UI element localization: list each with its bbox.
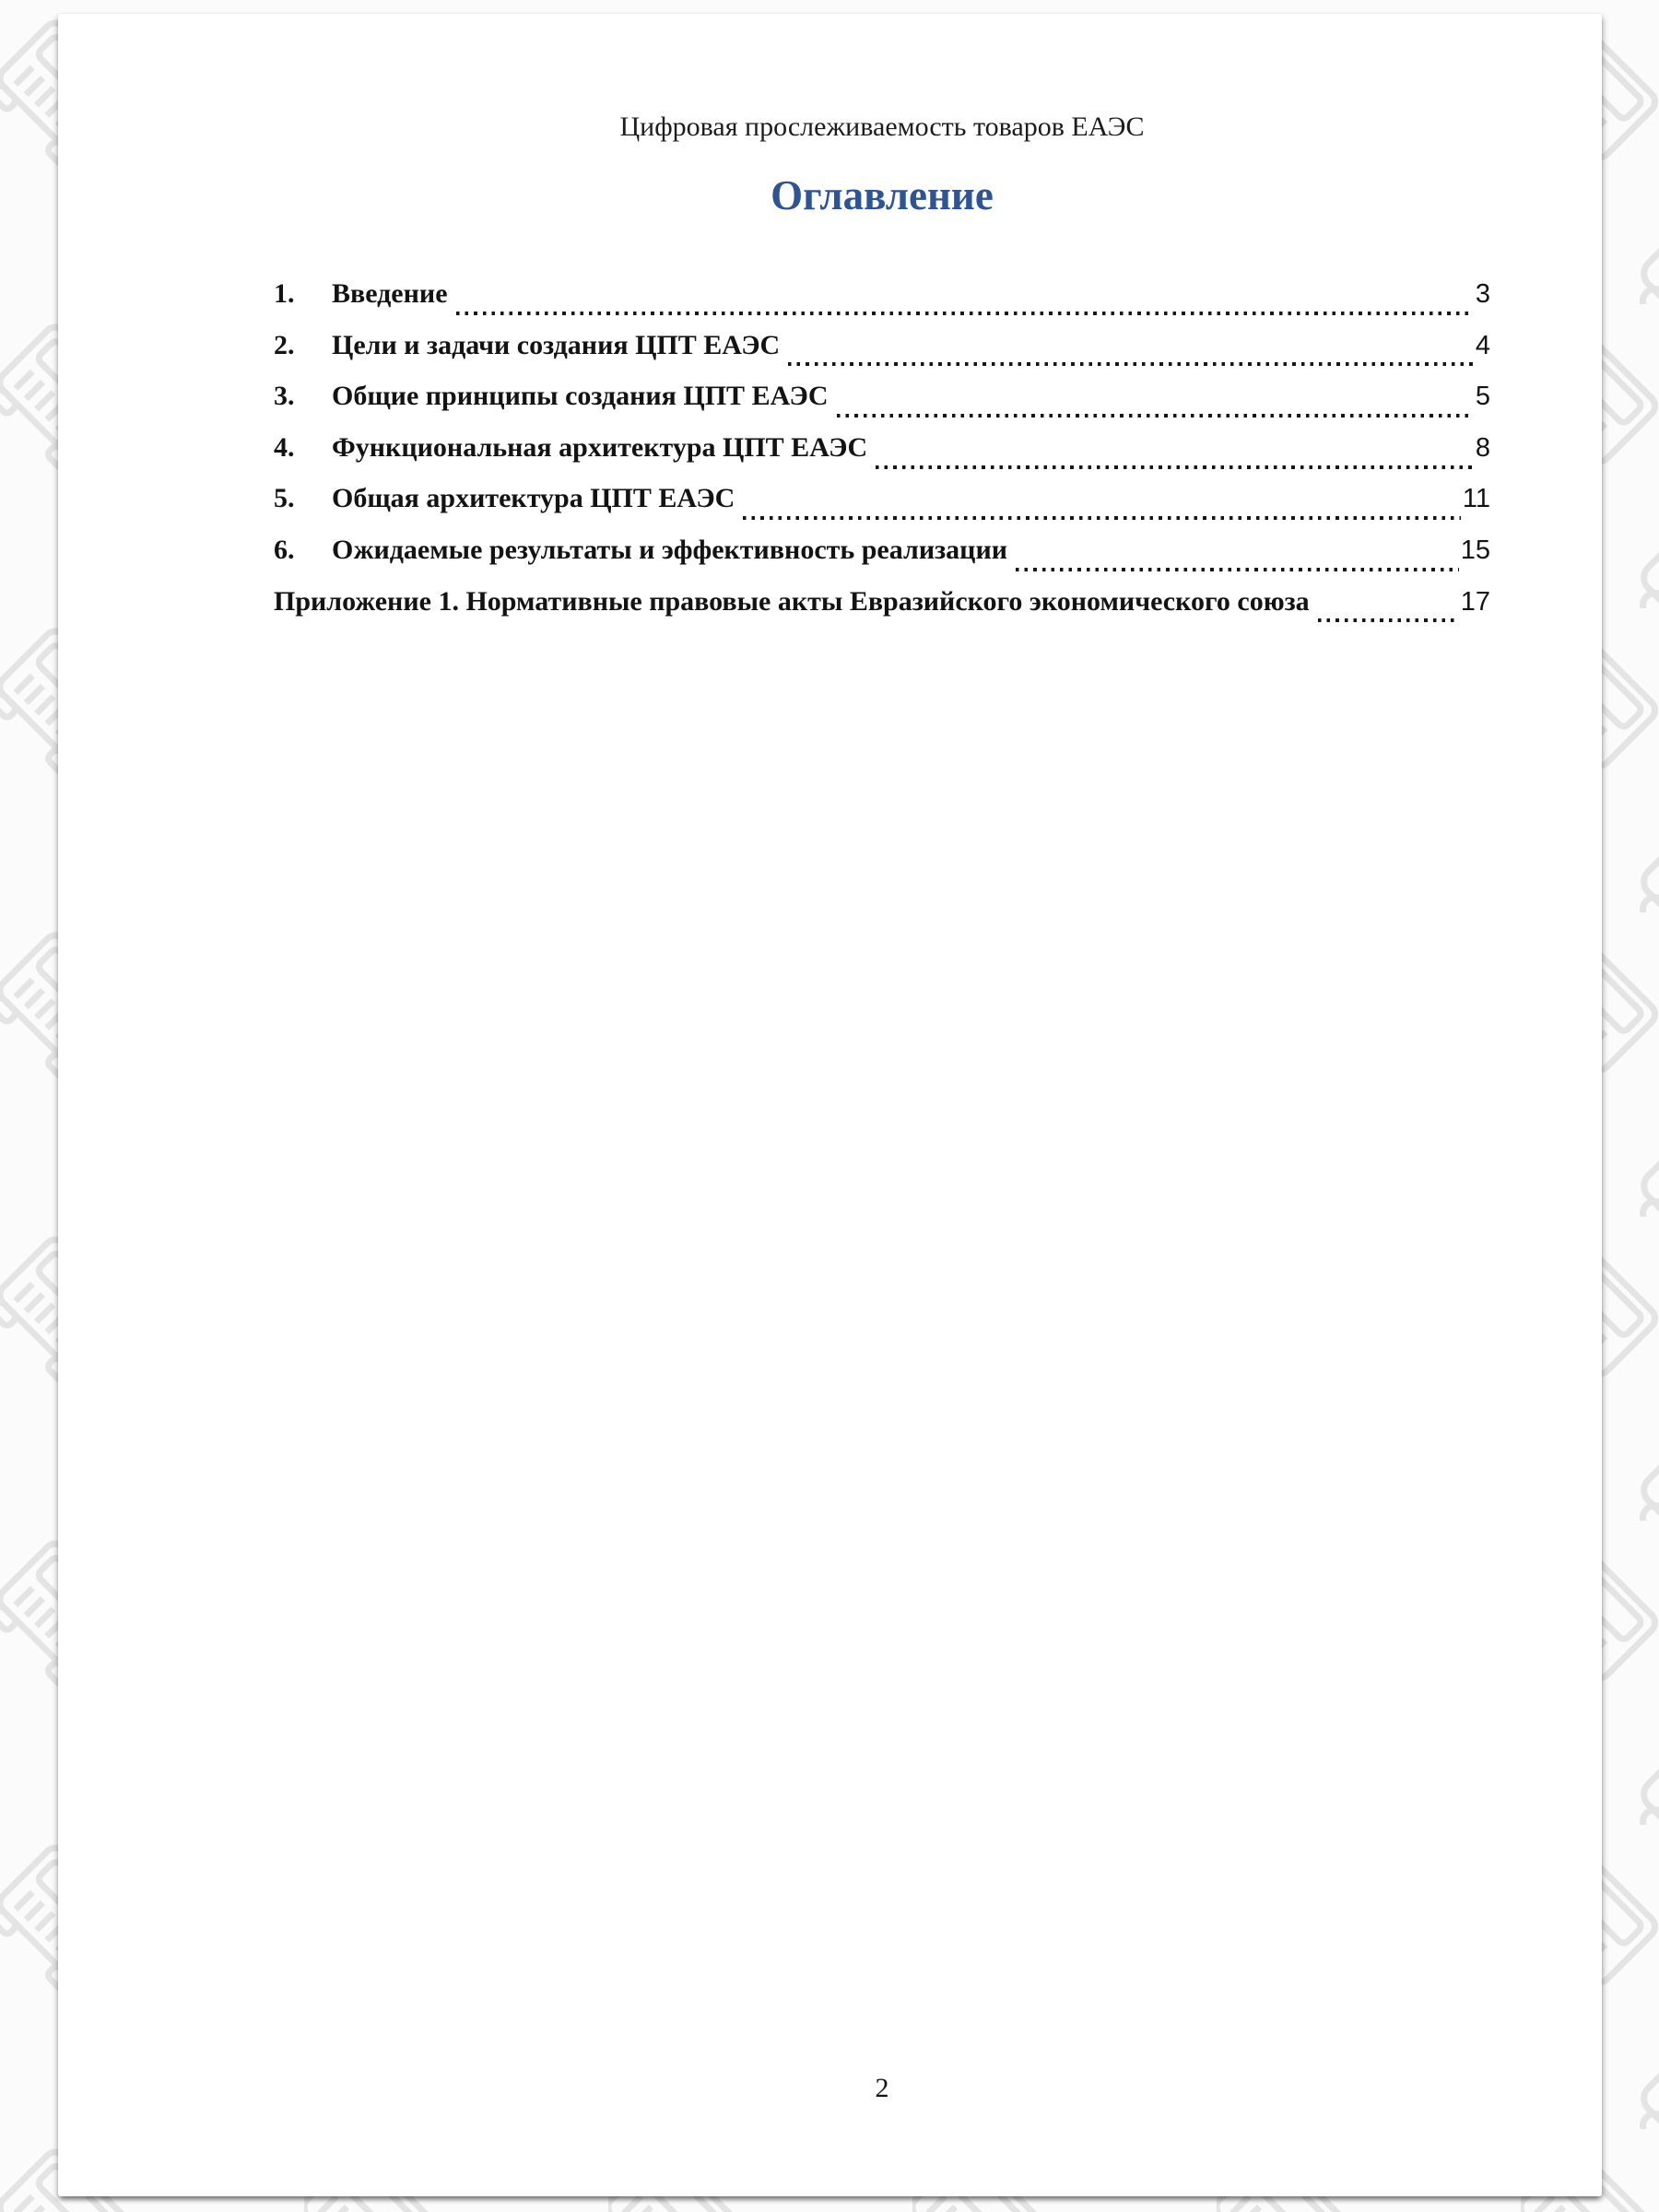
toc-entry-page-number: 5 (1475, 382, 1490, 412)
toc-entry-number: 2. (274, 329, 295, 360)
toc-entry-number: 5. (274, 483, 295, 514)
toc-entry[interactable] (274, 586, 1490, 638)
page-title: Оглавление (771, 172, 994, 218)
page-number: 2 (875, 2073, 889, 2103)
toc-dotted-leader (837, 414, 1474, 418)
toc-dotted-leader (456, 312, 1474, 315)
toc-entry-label: Ожидаемые результаты и эффективность реализации (332, 534, 1008, 565)
toc-entry-page-number: 15 (1460, 535, 1490, 565)
running-header: Цифровая прослеживаемость товаров ЕАЭС (619, 112, 1145, 142)
table-of-contents (274, 278, 1490, 637)
toc-entry-label: Функциональная архитектура ЦПТ ЕАЭС (332, 431, 868, 463)
toc-entry-label: Введение (332, 278, 448, 309)
document-page (58, 14, 1602, 2196)
toc-entry-page-number: 4 (1475, 330, 1490, 360)
toc-entry[interactable] (274, 535, 1490, 586)
toc-entry-label: Приложение 1. Нормативные правовые акты Евразийского экономического союза (274, 585, 1310, 617)
toc-entry-page-number: 3 (1475, 279, 1490, 309)
toc-entry[interactable] (274, 381, 1490, 432)
toc-entry-label: Общая архитектура ЦПТ ЕАЭС (332, 483, 735, 514)
toc-entry-label: Цели и задачи создания ЦПТ ЕАЭС (332, 329, 781, 360)
toc-entry-number: 6. (274, 534, 295, 565)
toc-entry[interactable] (274, 330, 1490, 382)
toc-entry-number: 3. (274, 381, 295, 412)
toc-entry[interactable] (274, 278, 1490, 330)
toc-entry-page-number: 8 (1475, 432, 1490, 463)
toc-entry-label: Общие принципы создания ЦПТ ЕАЭС (332, 381, 829, 412)
toc-entry-page-number: 11 (1462, 484, 1490, 514)
page-content (274, 14, 1490, 2196)
toc-dotted-leader (876, 465, 1474, 469)
toc-dotted-leader (1318, 618, 1459, 622)
toc-entry-number: 1. (274, 278, 295, 309)
toc-entry-page-number: 17 (1460, 586, 1490, 617)
toc-dotted-leader (788, 362, 1474, 366)
toc-dotted-leader (743, 516, 1461, 520)
toc-entry[interactable] (274, 432, 1490, 484)
toc-entry-number: 4. (274, 431, 295, 463)
toc-dotted-leader (1016, 568, 1459, 571)
toc-entry[interactable] (274, 483, 1490, 535)
